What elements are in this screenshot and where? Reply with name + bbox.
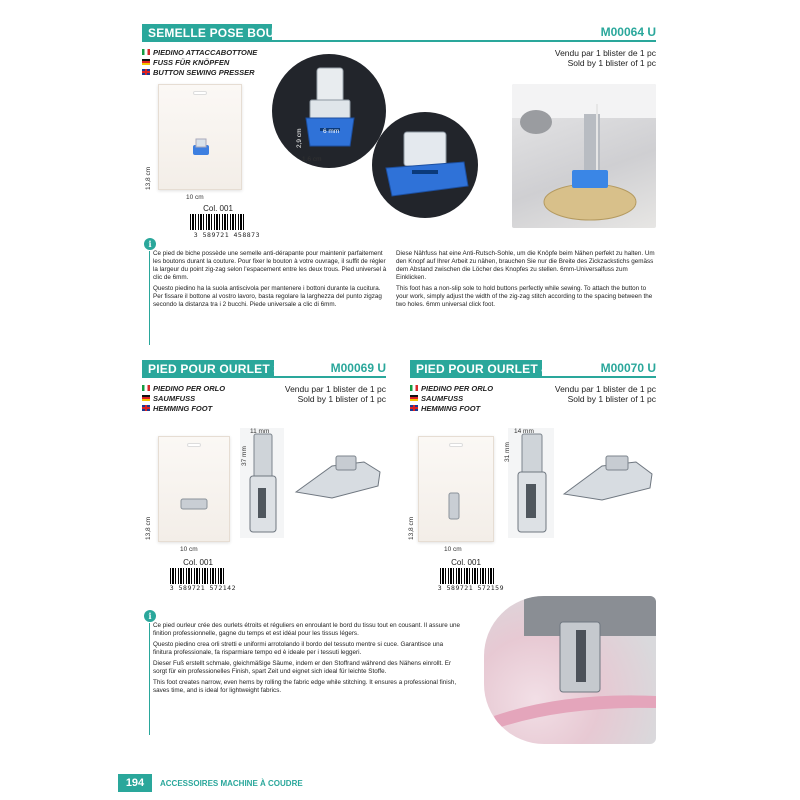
section3-pkg-width: 10 cm	[444, 546, 462, 553]
section2-barcode-number: 3 589721 572142	[169, 584, 236, 592]
italy-flag-icon	[142, 49, 150, 55]
hem-text-de: Dieser Fuß erstellt schmale, gleichmäßige Säume, indem er den Stoffrand während des Nähens einrollt. Er sorgt für ein professionelles Finish, spart Zeit und eignet sich ideal für leichte Stoffe.	[153, 660, 452, 675]
section2-languages	[142, 383, 225, 413]
lang-de-row	[142, 393, 225, 403]
germany-flag-icon	[410, 395, 418, 401]
section1-barcode	[190, 214, 246, 230]
section3-foot-width: 14 mm	[514, 428, 534, 435]
section1-package-photo	[158, 84, 242, 190]
lang-de-label: SAUMFUSS	[421, 393, 464, 403]
uk-flag-icon	[410, 405, 418, 411]
section3-pkg-height: 13,8 cm	[408, 516, 415, 540]
section2-pkg-width: 10 cm	[180, 546, 198, 553]
section2-col: Col. 001	[183, 558, 213, 567]
hem-text-it: Questo piedino crea orli stretti e uniformi arrotolando il bordo del tessuto mentre si cuce. Garantisce una finitura professionale, fa risparmiare tempo ed è ideale per i tessuti leggeri.	[153, 641, 444, 656]
lang-en-row	[142, 403, 225, 413]
section1-pkg-width: 10 cm	[186, 194, 204, 201]
section1-text-fr: Ce pied de biche possède une semelle anti-dérapante pour maintenir parfaitement les boutons durant la couture. Pour fixer le bouton à votre ouvrage, il suffit de régler la largeur du point zig-zag selon l'espacement entre les deux trous. Pied universel à clic de 6mm.	[153, 250, 387, 281]
section1-text-it: Questo piedino ha la suola antiscivola per mantenere i bottoni durante la cucitura. Per fissare il bottone al vostro lavoro, basta regolare la larghezza del punto zigzag secondo la distanza tra i 2 bucchi. Piede universale a clic di 6mm.	[153, 285, 382, 308]
sold-fr: Vendu par 1 blister de 1 pc	[554, 48, 656, 58]
hem-text-fr: Ce pied ourleur crée des ourlets étroits et réguliers en enroulant le bord du tissu tout en cousant. Il assure une finition professionnelle, gagne du temps et est idéal pour les tissus légers.	[153, 622, 460, 637]
hem-info-icon: i	[144, 610, 156, 622]
germany-flag-icon	[142, 59, 150, 65]
section3-barcode	[440, 568, 496, 584]
lang-en-label: HEMMING FOOT	[421, 403, 481, 413]
section1-sold-by	[520, 48, 656, 68]
hem-machine-photo	[484, 596, 656, 744]
section2-package-photo	[158, 436, 230, 542]
section3-barcode-number: 3 589721 572159	[437, 584, 504, 592]
section1-foot-side-photo	[372, 112, 478, 218]
uk-flag-icon	[142, 405, 150, 411]
footer-category: ACCESSOIRES MACHINE À COUDRE	[160, 779, 303, 788]
section1-languages	[142, 47, 257, 77]
section2-barcode	[170, 568, 226, 584]
section3-foot-side-photo	[560, 452, 656, 508]
lang-it-row	[142, 383, 225, 393]
section3-code: M00070 U	[600, 361, 656, 375]
section3-package-photo	[418, 436, 494, 542]
hem-info-text	[153, 622, 463, 698]
section2-foot-side-photo	[292, 452, 384, 504]
page-number: 194	[118, 774, 152, 792]
section2-pkg-height: 13,8 cm	[145, 516, 152, 540]
lang-en-row	[410, 403, 493, 413]
germany-flag-icon	[142, 395, 150, 401]
sold-fr: Vendu par 1 blister de 1 pc	[284, 384, 386, 394]
section3-sold-by	[520, 384, 656, 404]
section1-foot-height: 2,9 cm	[296, 128, 303, 148]
section3-languages	[410, 383, 493, 413]
section1-machine-photo	[512, 84, 656, 228]
section3-foot-front-photo	[508, 428, 554, 538]
sold-en: Sold by 1 blister of 1 pc	[567, 394, 656, 404]
section1-info-icon: i	[144, 238, 156, 250]
section1-text-right	[396, 250, 656, 312]
lang-de-label: FUSS FÜR KNÖPFEN	[153, 57, 230, 67]
section2-title: PIED POUR OURLET 3MM	[142, 360, 274, 378]
lang-en-label: BUTTON SEWING PRESSER	[153, 67, 255, 77]
section1-code: M00064 U	[600, 25, 656, 39]
section1-info-line	[149, 251, 150, 345]
lang-it-label: PIEDINO ATTACCABOTTONE	[153, 47, 258, 57]
section2-code: M00069 U	[330, 361, 386, 375]
lang-it-label: PIEDINO PER ORLO	[421, 383, 494, 393]
section1-foot-width: 1,6 cm	[302, 156, 322, 163]
uk-flag-icon	[142, 69, 150, 75]
lang-de-row	[142, 57, 257, 67]
section1-foot-inner-width: 6 mm	[323, 128, 340, 135]
section2-header-line	[142, 376, 386, 378]
section1-header-line	[142, 40, 656, 42]
italy-flag-icon	[142, 385, 150, 391]
section2-foot-width: 11 mm	[250, 428, 270, 435]
section1-foot-front-photo	[272, 54, 386, 168]
lang-it-label: PIEDINO PER ORLO	[153, 383, 226, 393]
sold-fr: Vendu par 1 blister de 1 pc	[554, 384, 656, 394]
section3-foot-height: 31 mm	[504, 442, 511, 462]
section3-header-line	[410, 376, 656, 378]
italy-flag-icon	[410, 385, 418, 391]
section2-foot-height: 37 mm	[241, 446, 248, 466]
lang-en-row	[142, 67, 257, 77]
section3-title: PIED POUR OURLET 4 MM	[410, 360, 542, 378]
section1-pkg-height: 13,8 cm	[145, 166, 152, 190]
section1-text-left	[153, 250, 389, 312]
section1-title: SEMELLE POSE BOUTONS	[142, 24, 272, 42]
hem-info-line	[149, 623, 150, 735]
lang-de-row	[410, 393, 493, 403]
section2-foot-front-photo	[240, 428, 284, 538]
section1-barcode-number: 3 589721 458873	[193, 231, 260, 239]
hem-text-en: This foot creates narrow, even hems by rolling the fabric edge while stitching. It ensures a professional finish, saves time, and is ideal for lightweight fabrics.	[153, 679, 457, 694]
lang-it-row	[142, 47, 257, 57]
lang-de-label: SAUMFUSS	[153, 393, 196, 403]
section1-text-en: This foot has a non-slip sole to hold buttons perfectly while sewing. To attach the button to your work, simply adjust the width of the zig-zag stitch according to the spacing between the two holes. 6mm universal click foot.	[396, 285, 653, 308]
section1-col: Col. 001	[203, 204, 233, 213]
section1-text-de: Diese Nähfuss hat eine Anti-Rutsch-Sohle, um die Knöpfe beim Nähen perfekt zu halten. Um den Knopf auf Ihrer Arbeit zu nähen, brauchen Sie nur die Breite des Zickzackstichs gemäss dem Abstand zwischen die Löcher des Knopfes zu stellen. 6mm-Universalfuss zum Einklicken.	[396, 250, 655, 281]
section2-sold-by	[250, 384, 386, 404]
lang-en-label: HEMMING FOOT	[153, 403, 213, 413]
sold-en: Sold by 1 blister of 1 pc	[297, 394, 386, 404]
lang-it-row	[410, 383, 493, 393]
sold-en: Sold by 1 blister of 1 pc	[567, 58, 656, 68]
section3-col: Col. 001	[451, 558, 481, 567]
